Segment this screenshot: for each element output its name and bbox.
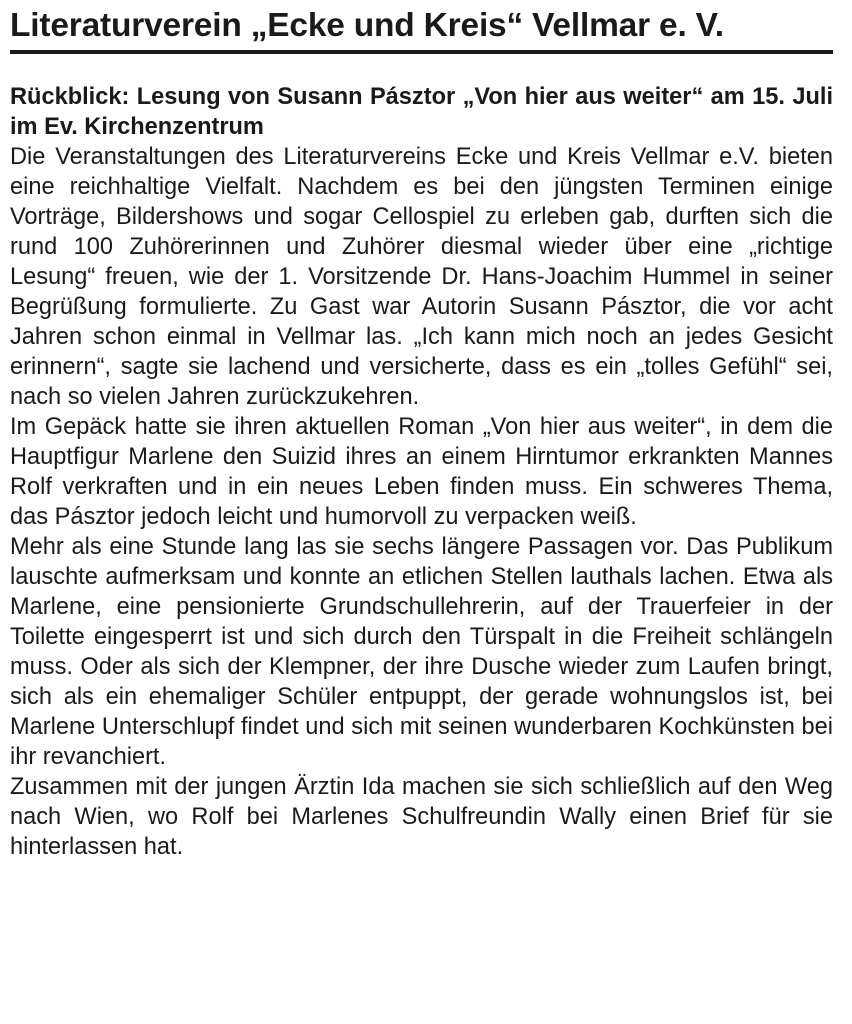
masthead-title: Literaturverein „Ecke und Kreis“ Vellmar e. V. [10, 7, 724, 44]
newsletter-page [10, 0, 833, 862]
article-headline: Rückblick: Lesung von Susann Pásztor „Von hier aus weiter“ am 15. Juli im Ev. Kirchenzentrum [10, 84, 833, 140]
article-paragraph-4: Zusammen mit der jungen Ärztin Ida machen sie sich schließlich auf den Weg nach Wien, wo Rolf bei Marlenes Schulfreundin Wally einen Brief für sie hinterlassen hat. [10, 774, 833, 860]
article-paragraph-3: Mehr als eine Stunde lang las sie sechs längere Passagen vor. Das Publikum lauschte aufmerksam und konnte an etlichen Stellen lauthals lachen. Etwa als Marlene, eine pensionierte Grundschullehrerin, auf der Trauerfeier in der Toilette eingesperrt ist und sich durch den Türspalt in die Freiheit schlängeln muss. Oder als sich der Klempner, der ihre Dusche wieder zum Laufen bringt, sich als ein ehemaliger Schüler entpuppt, der gerade wohnungslos ist, bei Marlene Unterschlupf findet und sich mit seinen wunderbaren Kochkünsten bei ihr revanchiert. [10, 534, 833, 770]
article [10, 82, 833, 862]
article-paragraph-2: Im Gepäck hatte sie ihren aktuellen Roman „Von hier aus weiter“, in dem die Hauptfigur Marlene den Suizid ihres an einem Hirntumor erkrankten Mannes Rolf verkraften und in ein neues Leben finden muss. Ein schweres Thema, das Pásztor jedoch leicht und humorvoll zu verpacken weiß. [10, 414, 833, 530]
masthead-rule [10, 50, 833, 54]
article-paragraph-1: Die Veranstaltungen des Literaturvereins Ecke und Kreis Vellmar e.V. bieten eine reichhaltige Vielfalt. Nachdem es bei den jüngsten Terminen einige Vorträge, Bildershows und sogar Cellospiel zu erleben gab, durften sich die rund 100 Zuhörerinnen und Zuhörer diesmal wieder über eine „richtige Lesung“ freuen, wie der 1. Vorsitzende Dr. Hans-Joachim Hummel in seiner Begrüßung formulierte. Zu Gast war Autorin Susann Pásztor, die vor acht Jahren schon einmal in Vellmar las. „Ich kann mich noch an jedes Gesicht erinnern“, sagte sie lachend und versicherte, dass es ein „tolles Gefühl“ sei, nach so vielen Jahren zurückzukehren. [10, 144, 833, 410]
